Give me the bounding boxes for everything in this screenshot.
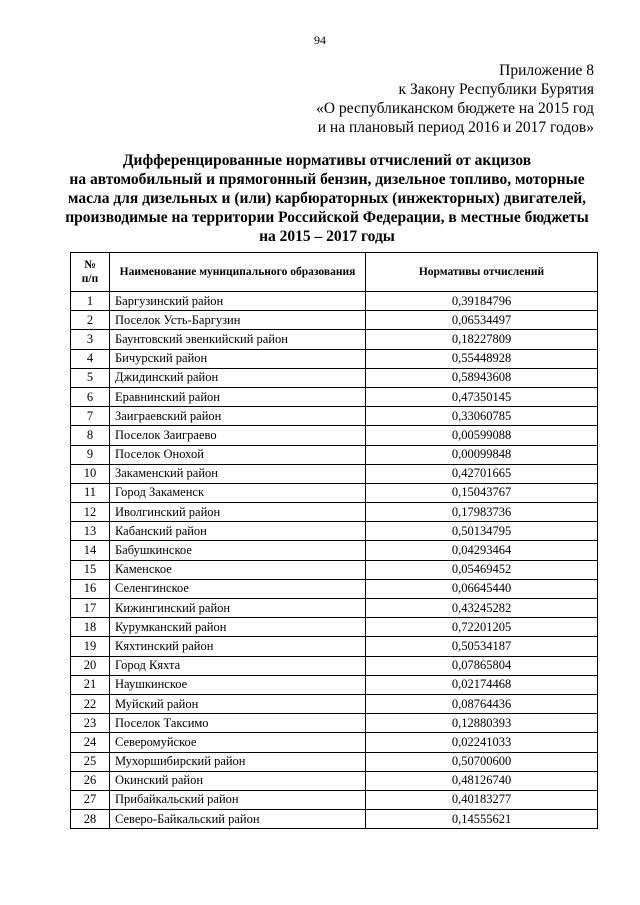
table-row — [71, 656, 598, 675]
norm-value: 0,05469452 — [366, 560, 598, 579]
table-header-row — [71, 253, 598, 292]
row-number: 3 — [71, 330, 110, 349]
norm-value: 0,72201205 — [366, 618, 598, 637]
table-row — [71, 771, 598, 790]
municipality-name: Северомуйское — [110, 733, 366, 752]
municipality-name: Курумканский район — [110, 618, 366, 637]
table-row — [71, 292, 598, 311]
page-number: 94 — [314, 33, 326, 47]
norm-value: 0,02241033 — [366, 733, 598, 752]
municipality-name: Поселок Таксимо — [110, 714, 366, 733]
table-row — [71, 694, 598, 713]
row-number: 23 — [71, 714, 110, 733]
municipality-name: Бичурский район — [110, 349, 366, 368]
row-number: 18 — [71, 618, 110, 637]
row-number: 10 — [71, 464, 110, 483]
norm-value: 0,02174468 — [366, 675, 598, 694]
table-row — [71, 503, 598, 522]
row-number: 11 — [71, 483, 110, 502]
row-number: 14 — [71, 541, 110, 560]
row-number: 20 — [71, 656, 110, 675]
table-row — [71, 368, 598, 387]
municipality-name: Северо-Байкальский район — [110, 810, 366, 829]
header-norms: Нормативы отчислений — [366, 253, 598, 292]
norm-value: 0,58943608 — [366, 368, 598, 387]
municipality-name: Мухоршибирский район — [110, 752, 366, 771]
table-row — [71, 426, 598, 445]
norm-value: 0,04293464 — [366, 541, 598, 560]
row-number: 17 — [71, 599, 110, 618]
norm-value: 0,33060785 — [366, 407, 598, 426]
norm-value: 0,06645440 — [366, 579, 598, 598]
row-number: 1 — [71, 292, 110, 311]
row-number: 27 — [71, 790, 110, 809]
table-row — [71, 579, 598, 598]
table-row — [71, 714, 598, 733]
table-row — [71, 752, 598, 771]
municipality-name: Поселок Заиграево — [110, 426, 366, 445]
municipality-name: Кабанский район — [110, 522, 366, 541]
title-line: на 2015 – 2017 годы — [259, 228, 395, 245]
row-number: 8 — [71, 426, 110, 445]
norm-value: 0,07865804 — [366, 656, 598, 675]
norm-value: 0,55448928 — [366, 349, 598, 368]
document-title — [60, 151, 594, 246]
municipality-name: Поселок Онохой — [110, 445, 366, 464]
norm-value: 0,15043767 — [366, 483, 598, 502]
norm-value: 0,00099848 — [366, 445, 598, 464]
norm-value: 0,17983736 — [366, 503, 598, 522]
table-row — [71, 675, 598, 694]
row-number: 5 — [71, 368, 110, 387]
norm-value: 0,47350145 — [366, 387, 598, 406]
row-number: 15 — [71, 560, 110, 579]
appendix-line: и на плановый период 2016 и 2017 годов» — [317, 119, 594, 136]
norm-value: 0,18227809 — [366, 330, 598, 349]
municipality-name: Поселок Усть-Баргузин — [110, 311, 366, 330]
table-row — [71, 599, 598, 618]
row-number: 24 — [71, 733, 110, 752]
table-row — [71, 790, 598, 809]
row-number: 2 — [71, 311, 110, 330]
municipality-name: Еравнинский район — [110, 387, 366, 406]
table-row — [71, 387, 598, 406]
row-number: 19 — [71, 637, 110, 656]
norm-value: 0,06534497 — [366, 311, 598, 330]
municipality-name: Заиграевский район — [110, 407, 366, 426]
municipality-name: Город Кяхта — [110, 656, 366, 675]
table-row — [71, 522, 598, 541]
table-row — [71, 560, 598, 579]
row-number: 16 — [71, 579, 110, 598]
appendix-line: «О республиканском бюджете на 2015 год — [316, 100, 594, 117]
table-row — [71, 733, 598, 752]
municipality-name: Баргузинский район — [110, 292, 366, 311]
municipality-name: Баунтовский эвенкийский район — [110, 330, 366, 349]
title-line: производимые на территории Российской Федерации, в местные бюджеты — [65, 209, 589, 226]
table-row — [71, 407, 598, 426]
norm-value: 0,42701665 — [366, 464, 598, 483]
row-number: 9 — [71, 445, 110, 464]
table-row — [71, 541, 598, 560]
municipality-name: Прибайкальский район — [110, 790, 366, 809]
table-body — [71, 292, 598, 829]
row-number: 22 — [71, 694, 110, 713]
table-row — [71, 311, 598, 330]
municipality-name: Муйский район — [110, 694, 366, 713]
norm-value: 0,50134795 — [366, 522, 598, 541]
header-number-label: п/п — [81, 273, 99, 285]
norm-value: 0,00599088 — [366, 426, 598, 445]
norm-value: 0,39184796 — [366, 292, 598, 311]
header-municipality: Наименование муниципального образования — [110, 253, 366, 292]
appendix-reference — [316, 61, 594, 137]
norm-value: 0,14555621 — [366, 810, 598, 829]
norm-value: 0,40183277 — [366, 790, 598, 809]
norms-table — [70, 252, 598, 829]
municipality-name: Закаменский район — [110, 464, 366, 483]
norm-value: 0,48126740 — [366, 771, 598, 790]
municipality-name: Иволгинский район — [110, 503, 366, 522]
title-line: на автомобильный и прямогонный бензин, дизельное топливо, моторные — [69, 171, 585, 188]
table-row — [71, 618, 598, 637]
norm-value: 0,12880393 — [366, 714, 598, 733]
header-number — [71, 253, 110, 292]
table-row — [71, 810, 598, 829]
row-number: 21 — [71, 675, 110, 694]
row-number: 28 — [71, 810, 110, 829]
title-line: масла для дизельных и (или) карбюраторных (инжекторных) двигателей, — [67, 190, 587, 207]
table-row — [71, 445, 598, 464]
municipality-name: Джидинский район — [110, 368, 366, 387]
row-number: 6 — [71, 387, 110, 406]
municipality-name: Кяхтинский район — [110, 637, 366, 656]
row-number: 12 — [71, 503, 110, 522]
municipality-name: Наушкинское — [110, 675, 366, 694]
municipality-name: Каменское — [110, 560, 366, 579]
appendix-line: к Закону Республики Бурятия — [398, 81, 594, 98]
appendix-line: Приложение 8 — [499, 62, 594, 79]
row-number: 25 — [71, 752, 110, 771]
row-number: 13 — [71, 522, 110, 541]
table-row — [71, 349, 598, 368]
row-number: 26 — [71, 771, 110, 790]
table-row — [71, 464, 598, 483]
municipality-name: Город Закаменск — [110, 483, 366, 502]
municipality-name: Селенгинское — [110, 579, 366, 598]
table-row — [71, 330, 598, 349]
municipality-name: Кижингинский район — [110, 599, 366, 618]
title-line: Дифференцированные нормативы отчислений от акцизов — [122, 152, 532, 169]
norm-value: 0,08764436 — [366, 694, 598, 713]
header-number-symbol: № — [84, 259, 96, 271]
norm-value: 0,50534187 — [366, 637, 598, 656]
row-number: 4 — [71, 349, 110, 368]
row-number: 7 — [71, 407, 110, 426]
norm-value: 0,43245282 — [366, 599, 598, 618]
municipality-name: Бабушкинское — [110, 541, 366, 560]
table-row — [71, 637, 598, 656]
table-row — [71, 483, 598, 502]
norm-value: 0,50700600 — [366, 752, 598, 771]
municipality-name: Окинский район — [110, 771, 366, 790]
